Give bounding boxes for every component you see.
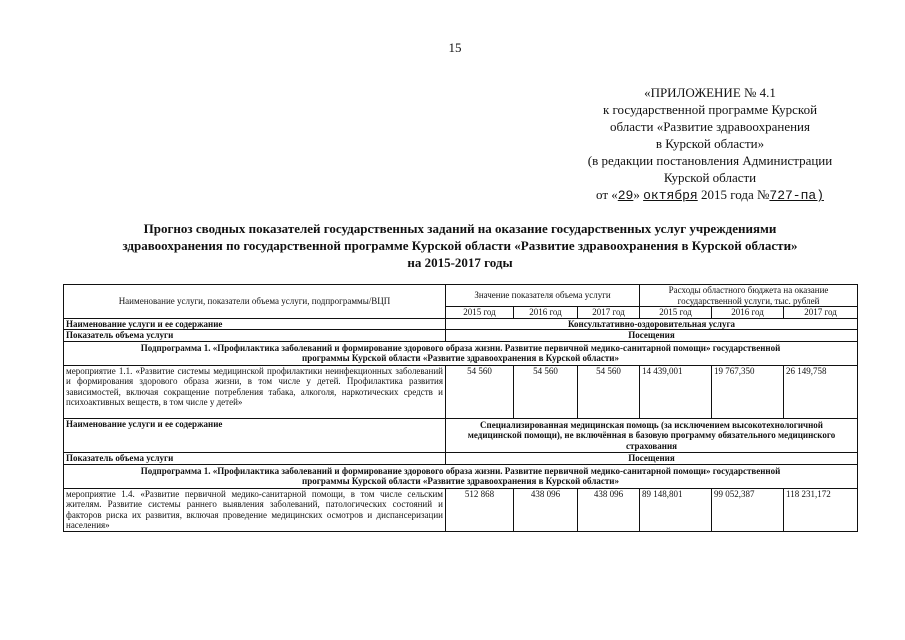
service-label-cell: Наименование услуги и ее содержание bbox=[64, 418, 446, 453]
date-prefix: от « bbox=[595, 187, 618, 202]
year-cell: 2016 год bbox=[514, 307, 578, 319]
expense-cell: 19 767,350 bbox=[712, 365, 784, 418]
expense-cell: 99 052,387 bbox=[712, 488, 784, 531]
indicator-label-cell: Показатель объема услуги bbox=[64, 453, 446, 465]
title-line: на 2015-2017 годы bbox=[407, 255, 513, 270]
value-cell: 54 560 bbox=[578, 365, 640, 418]
year-cell: 2017 год bbox=[578, 307, 640, 319]
expense-cell: 89 148,801 bbox=[640, 488, 712, 531]
date-day: 29 bbox=[617, 188, 634, 203]
indicator-value-cell: Посещения bbox=[446, 330, 858, 342]
subprogram-cell: Подпрограмма 1. «Профилактика заболеваний и формирование здорового образа жизни. Развитие первичной медико-санитарной помощи» государственной программы Курской области «Развитие здравоохранения в Курской области» bbox=[64, 464, 858, 488]
table-row bbox=[64, 341, 858, 365]
subprogram-cell: Подпрограмма 1. «Профилактика заболеваний и формирование здорового образа жизни. Развитие первичной медико-санитарной помощи» государственной программы Курской области «Развитие здравоохранения в Курской области» bbox=[64, 341, 858, 365]
date-month: октября bbox=[643, 188, 698, 203]
table-row bbox=[64, 464, 858, 488]
appendix-block bbox=[540, 84, 880, 204]
table-row bbox=[64, 488, 858, 531]
indicator-value-cell: Посещения bbox=[446, 453, 858, 465]
service-value-cell: Специализированная медицинская помощь (за исключением высокотехнологичной медицинской помощи), не включённая в базовую программу обязательного медицинского страхования bbox=[446, 418, 858, 453]
appendix-line: области «Развитие здравоохранения bbox=[610, 119, 810, 134]
value-cell: 438 096 bbox=[578, 488, 640, 531]
value-cell: 54 560 bbox=[446, 365, 514, 418]
appendix-line: к государственной программе Курской bbox=[602, 102, 818, 117]
expense-cell: 14 439,001 bbox=[640, 365, 712, 418]
appendix-line: Курской области bbox=[663, 170, 757, 185]
title-line: здравоохранения по государственной программе Курской области «Развитие здравоохранения в Курской области» bbox=[122, 238, 798, 253]
date-year: 2015 года № bbox=[697, 187, 770, 202]
date-mid: » bbox=[633, 187, 644, 202]
table-row bbox=[64, 365, 858, 418]
appendix-line: в Курской области» bbox=[655, 136, 765, 151]
indicator-label-cell: Показатель объема услуги bbox=[64, 330, 446, 342]
value-cell: 54 560 bbox=[514, 365, 578, 418]
page-number: 15 bbox=[448, 40, 462, 55]
measure-text-cell: мероприятие 1.4. «Развитие первичной медико-санитарной помощи, в том числе сельским жителям. Развитие системы раннего выявления заболеваний, патологических состояний и факторов риска их развития, включая проведение медицинских осмотров и диспансеризации населения» bbox=[64, 488, 446, 531]
measure-text-cell: мероприятие 1.1. «Развитие системы медицинской профилактики неинфекционных заболеваний и формирования здорового образа жизни, в том числе у детей. Профилактика развития зависимостей, включая сокращение потребления табака, алкоголя, наркотических средств и психоактивных веществ, в том числе у детей» bbox=[64, 365, 446, 418]
year-cell: 2017 год bbox=[784, 307, 858, 319]
table-row bbox=[64, 330, 858, 342]
service-value-cell: Консультативно-оздоровительная услуга bbox=[446, 318, 858, 330]
year-cell: 2015 год bbox=[640, 307, 712, 319]
year-cell: 2016 год bbox=[712, 307, 784, 319]
decree-number: 727-па) bbox=[769, 188, 824, 203]
value-cell: 512 868 bbox=[446, 488, 514, 531]
appendix-line: (в редакции постановления Администрации bbox=[587, 153, 833, 168]
table-header-row bbox=[64, 285, 858, 307]
header-name-cell: Наименование услуги, показатели объема услуги, подпрограммы/ВЦП bbox=[64, 285, 446, 319]
service-label-cell: Наименование услуги и ее содержание bbox=[64, 318, 446, 330]
table-row bbox=[64, 418, 858, 453]
year-cell: 2015 год bbox=[446, 307, 514, 319]
indicators-table bbox=[63, 284, 858, 532]
expense-cell: 118 231,172 bbox=[784, 488, 858, 531]
document-title bbox=[60, 220, 860, 271]
header-value-cell: Значение показателя объема услуги bbox=[446, 285, 640, 307]
title-line: Прогноз сводных показателей государственных заданий на оказание государственных услуг учреждениями bbox=[143, 221, 777, 236]
table-row bbox=[64, 318, 858, 330]
value-cell: 438 096 bbox=[514, 488, 578, 531]
appendix-title: «ПРИЛОЖЕНИЕ № 4.1 bbox=[644, 85, 776, 100]
table-row bbox=[64, 453, 858, 465]
expense-cell: 26 149,758 bbox=[784, 365, 858, 418]
header-expense-cell: Расходы областного бюджета на оказание государственной услуги, тыс. рублей bbox=[640, 285, 858, 307]
appendix-date-line bbox=[540, 186, 880, 204]
